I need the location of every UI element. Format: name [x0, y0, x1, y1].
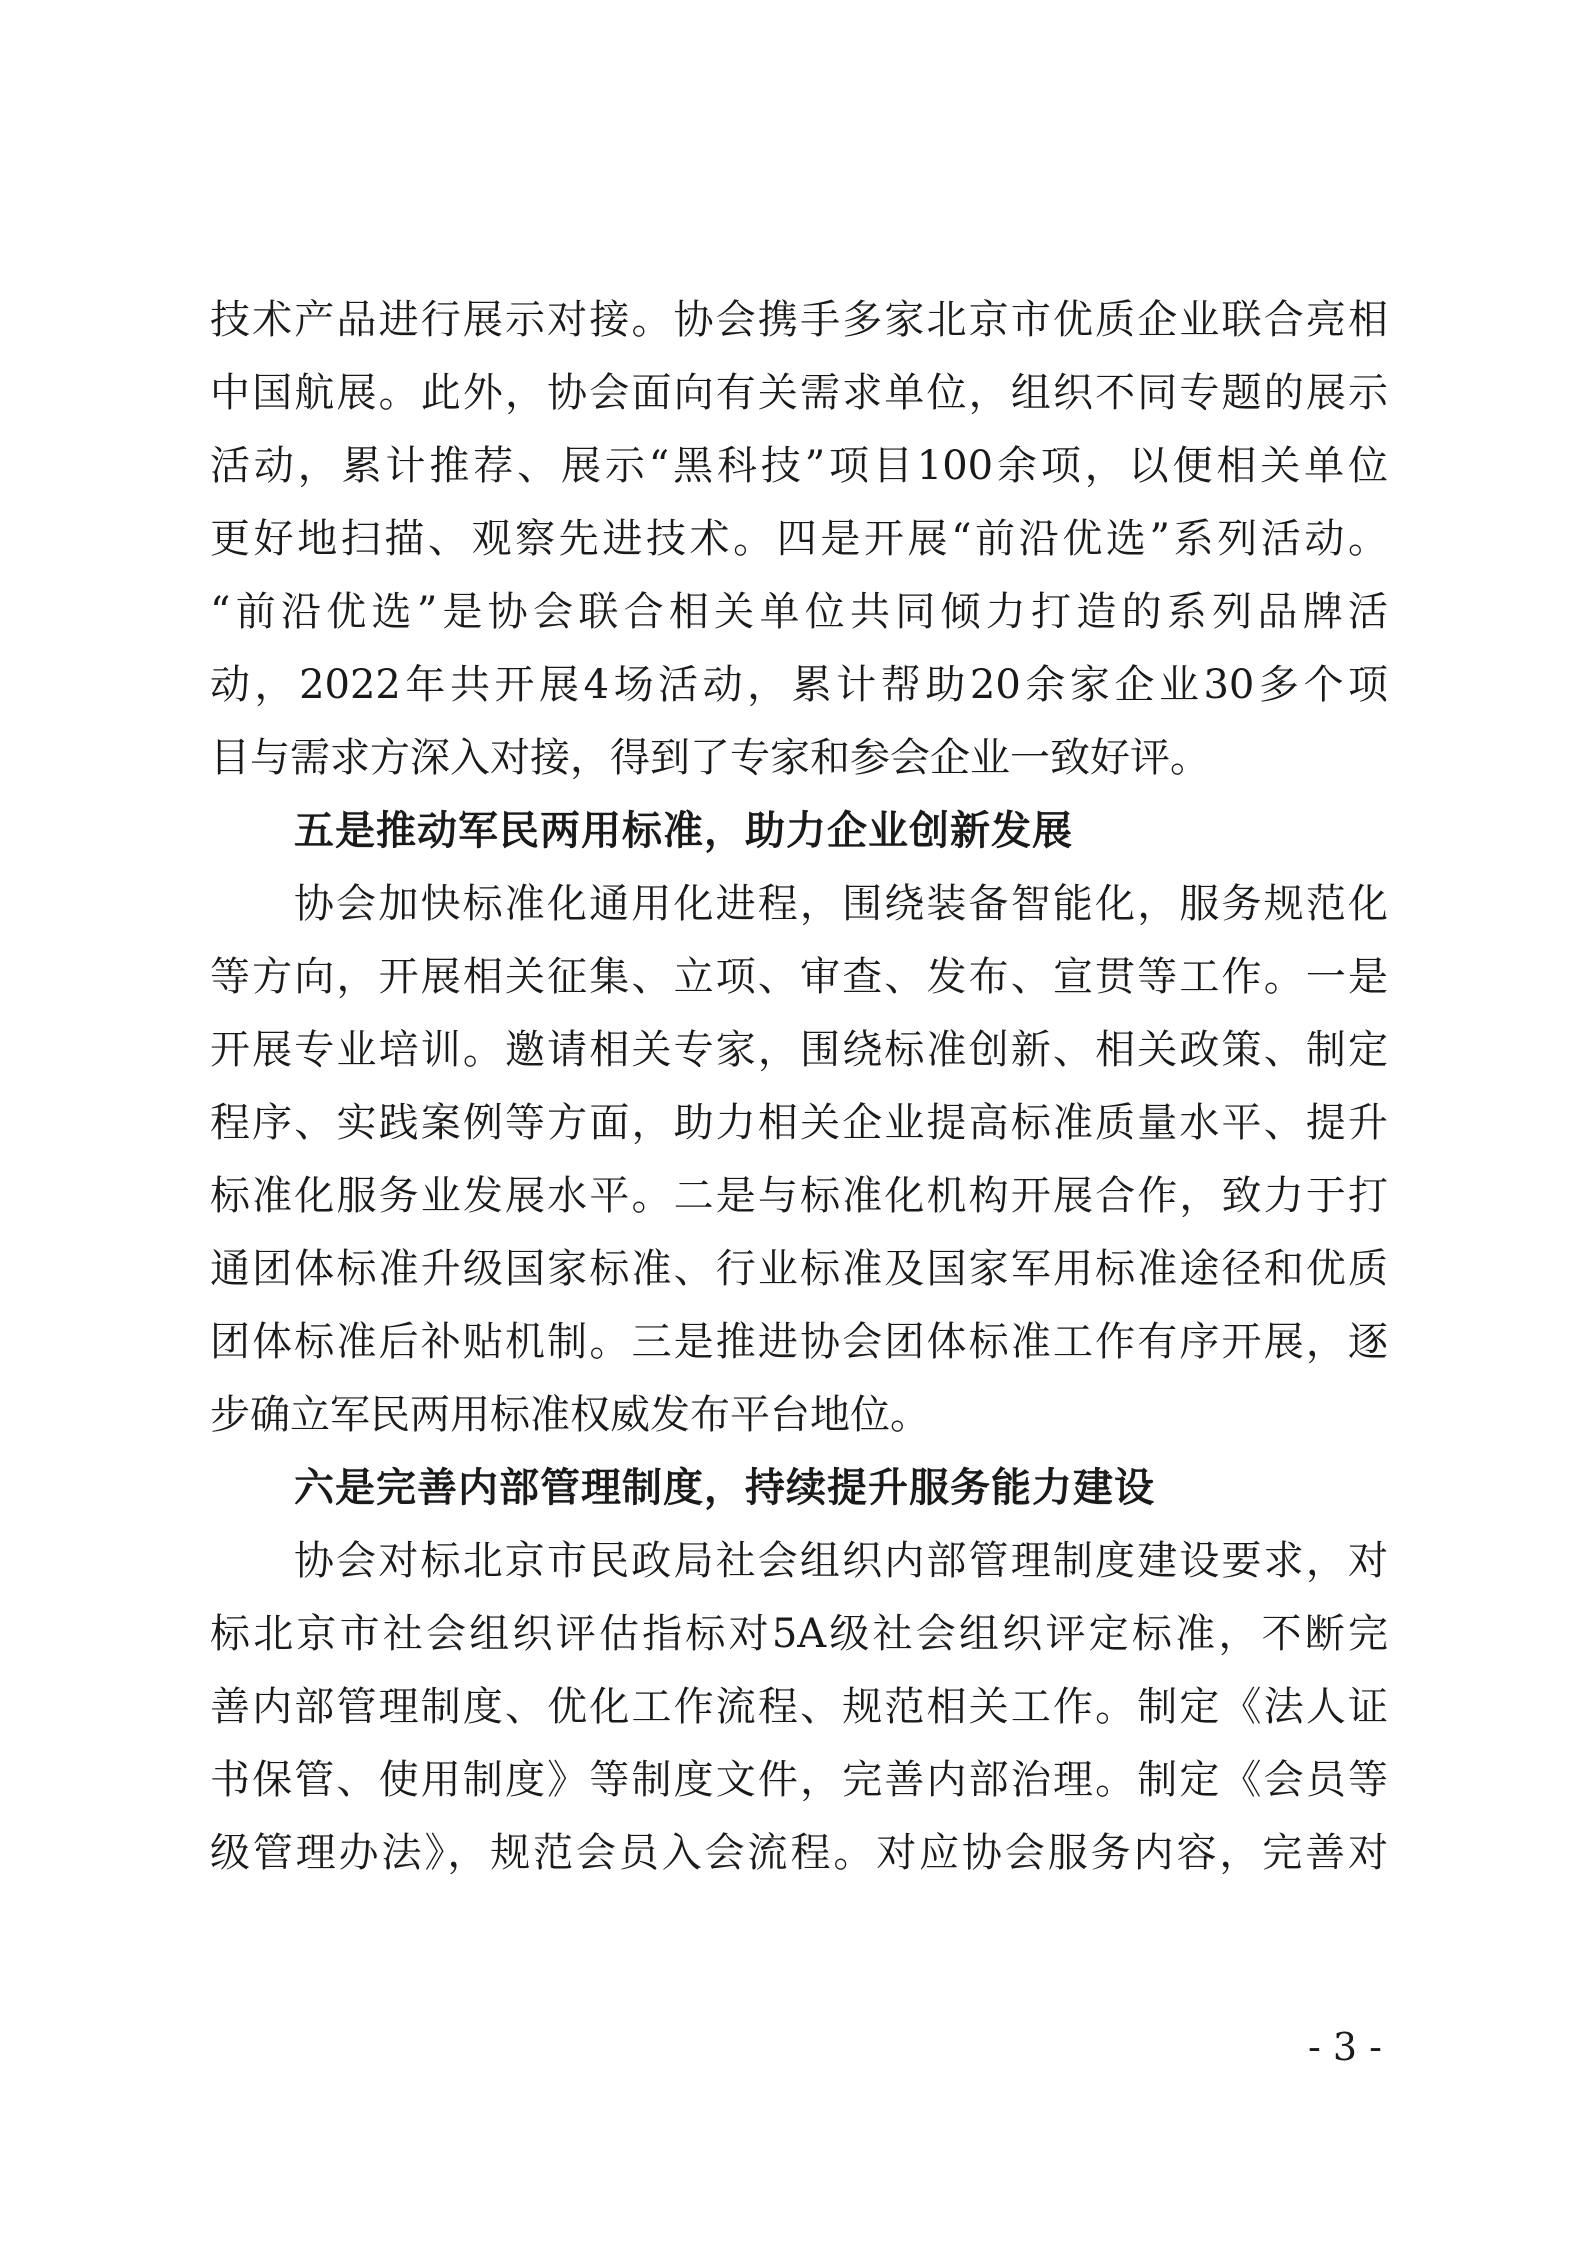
text-line: 动，2022年共开展4场活动，累计帮助20余家企业30多个项: [210, 662, 1388, 708]
text-line: 目与需求方深入对接，得到了专家和参会企业一致好评。: [210, 735, 1210, 781]
text-line: 通团体标准升级国家标准、行业标准及国家军用标准途径和优质: [210, 1246, 1388, 1292]
section-heading: 五是推动军民两用标准，助力企业创新发展: [294, 808, 1073, 854]
text-line: 等方向，开展相关征集、立项、审查、发布、宣贯等工作。一是: [210, 954, 1388, 1000]
text-line: 标准化服务业发展水平。二是与标准化机构开展合作，致力于打: [210, 1173, 1388, 1219]
text-line: 善内部管理制度、优化工作流程、规范相关工作。制定《法人证: [210, 1684, 1388, 1730]
text-line: 中国航展。此外，协会面向有关需求单位，组织不同专题的展示: [210, 370, 1388, 416]
text-line: 书保管、使用制度》等制度文件，完善内部治理。制定《会员等: [210, 1757, 1388, 1803]
text-line: 活动，累计推荐、展示“黑科技”项目100余项，以便相关单位: [210, 443, 1388, 489]
text-line: 级管理办法》，规范会员入会流程。对应协会服务内容，完善对: [210, 1830, 1388, 1876]
text-line: 技术产品进行展示对接。协会携手多家北京市优质企业联合亮相: [210, 297, 1388, 343]
text-line: 协会对标北京市民政局社会组织内部管理制度建设要求，对: [294, 1538, 1388, 1584]
text-line: 开展专业培训。邀请相关专家，围绕标准创新、相关政策、制定: [210, 1027, 1388, 1073]
section-heading: 六是完善内部管理制度，持续提升服务能力建设: [294, 1465, 1155, 1511]
text-line: 程序、实践案例等方面，助力相关企业提高标准质量水平、提升: [210, 1100, 1388, 1146]
text-line: 团体标准后补贴机制。三是推进协会团体标准工作有序开展，逐: [210, 1319, 1388, 1365]
text-line: 更好地扫描、观察先进技术。四是开展“前沿优选”系列活动。: [210, 516, 1388, 562]
text-line: 标北京市社会组织评估指标对5A级社会组织评定标准，不断完: [210, 1611, 1388, 1657]
text-line: 协会加快标准化通用化进程，围绕装备智能化，服务规范化: [294, 881, 1388, 927]
text-line: “前沿优选”是协会联合相关单位共同倾力打造的系列品牌活: [210, 589, 1388, 635]
page-number: - 3 -: [1307, 2025, 1382, 2069]
text-line: 步确立军民两用标准权威发布平台地位。: [210, 1392, 930, 1438]
